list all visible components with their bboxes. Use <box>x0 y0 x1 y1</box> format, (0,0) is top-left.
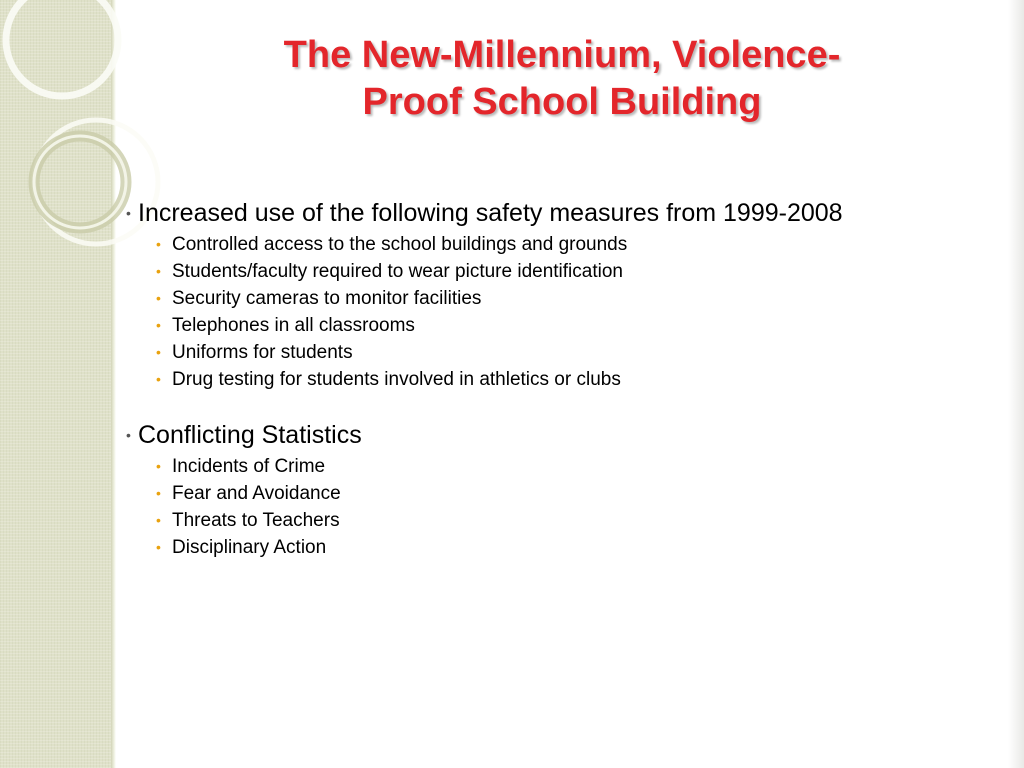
sub-bullet-text: Students/faculty required to wear picture identification <box>172 261 623 282</box>
sub-bullet-text: Threats to Teachers <box>172 510 340 531</box>
sub-bullet-dot-icon: • <box>156 539 161 555</box>
bullet-heading <box>124 198 984 228</box>
sub-bullet-text: Fear and Avoidance <box>172 483 341 504</box>
sub-bullet-text: Uniforms for students <box>172 342 353 363</box>
title-line-2: Proof School Building <box>362 81 762 123</box>
bullet-dot-icon: • <box>126 427 131 443</box>
sub-bullet-text: Incidents of Crime <box>172 456 326 477</box>
sub-bullet-text: Disciplinary Action <box>172 537 327 558</box>
sub-bullet-dot-icon: • <box>156 485 161 501</box>
slide-content <box>124 198 984 561</box>
sub-bullet-dot-icon: • <box>156 371 161 387</box>
sub-bullet-item <box>124 258 984 285</box>
right-edge-shadow <box>1008 0 1024 768</box>
sub-bullet-dot-icon: • <box>156 458 161 474</box>
sub-bullet-item <box>124 231 984 258</box>
sub-bullet-item <box>124 312 984 339</box>
sub-bullet-item <box>124 366 984 393</box>
bullet-group-conflicting-statistics <box>124 420 984 561</box>
bullet-heading-text: Conflicting Statistics <box>138 421 362 449</box>
slide-title <box>130 32 994 126</box>
sub-bullet-text: Security cameras to monitor facilities <box>172 288 482 309</box>
title-line-1: The New-Millennium, Violence- <box>283 34 841 76</box>
bullet-group-safety-measures <box>124 198 984 393</box>
sub-bullet-item <box>124 534 984 561</box>
sub-bullet-item <box>124 480 984 507</box>
bullet-heading <box>124 420 984 450</box>
bullet-heading-text: Increased use of the following safety measures from 1999-2008 <box>138 199 843 227</box>
sub-bullet-dot-icon: • <box>156 263 161 279</box>
sub-bullet-item <box>124 285 984 312</box>
sub-bullet-dot-icon: • <box>156 512 161 528</box>
sub-bullet-item <box>124 507 984 534</box>
bullet-dot-icon: • <box>126 205 131 221</box>
sub-bullet-text: Drug testing for students involved in athletics or clubs <box>172 369 621 390</box>
sub-bullet-item <box>124 453 984 480</box>
sub-bullet-dot-icon: • <box>156 317 161 333</box>
sub-bullet-dot-icon: • <box>156 236 161 252</box>
sub-bullet-list <box>124 231 984 393</box>
sub-bullet-text: Controlled access to the school buildings and grounds <box>172 234 628 255</box>
sub-bullet-dot-icon: • <box>156 290 161 306</box>
sub-bullet-dot-icon: • <box>156 344 161 360</box>
sub-bullet-item <box>124 339 984 366</box>
sub-bullet-list <box>124 453 984 561</box>
sub-bullet-text: Telephones in all classrooms <box>172 315 415 336</box>
